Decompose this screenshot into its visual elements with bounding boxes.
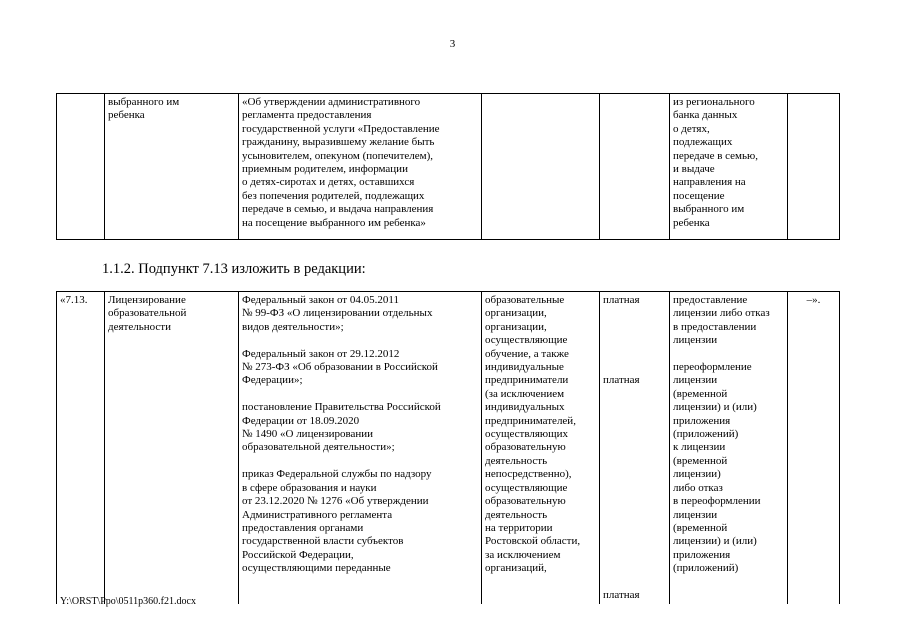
cell-legal-basis: «Об утверждении административного регламента предоставления государственной услуги «Предоставление гражданину, выразившему желание быть усыновителем, опекуном (попечителем), приемным родителем, информации о детях-сиротах и детях, оставшихся без попечения родителей, подлежащих передаче в семью, и выдача направления на посещение выбранного им ребенка» [239,94,482,240]
cell-payment [600,94,670,240]
subheading: 1.1.2. Подпункт 7.13 изложить в редакции: [102,261,366,277]
file-path-footer: Y:\ORST\Ppo\0511p360.f21.docx [60,596,196,607]
table-row [57,94,840,240]
cell-result: из регионального банка данных о детях, подлежащих передаче в семью, и выдаче направления на посещение выбранного им ребенка [670,94,788,240]
cell-service-name: Лицензирование образовательной деятельности [105,292,239,605]
cell-recipients: образовательные организации, организации, осуществляющие обучение, а также индивидуальные предприниматели (за исключением индивидуальных предпринимателей, осуществляющих образовательную деятельность непосредственно), осуществляющие образовательную деятельность на территории Ростовской области, за исключением организаций, [482,292,600,605]
cell-result: предоставление лицензии либо отказ в предоставлении лицензии переоформление лицензии (временной лицензии) и (или) приложения (приложений) к лицензии (временной лицензии) либо отказ в переоформлении лицензии (временной лицензии) и (или) приложения (приложений) [670,292,788,605]
cell-payment: платная платная платная [600,292,670,605]
cell-number [57,94,105,240]
continued-services-table [56,93,840,240]
cell-service-name: выбранного им ребенка [105,94,239,240]
cell-extra [788,94,840,240]
page-number: 3 [449,38,456,50]
cell-legal-basis: Федеральный закон от 04.05.2011 № 99-ФЗ «О лицензировании отдельных видов деятельности»; Федеральный закон от 29.12.2012 № 273-ФЗ «Об образовании в Российской Федерации»; постановление Правительства Российской Федерации от 18.09.2020 № 1490 «О лицензировании образовательной деятельности»; приказ Федеральной службы по надзору в сфере образования и науки от 23.12.2020 № 1276 «Об утверждении Административного регламента предоставления органами государственной власти субъектов Российской Федерации, осуществляющими переданные [239,292,482,605]
table-row [57,292,840,605]
service-7-13-table [56,291,840,604]
cell-recipients [482,94,600,240]
cell-closing: –». [788,292,840,605]
cell-number: «7.13. [57,292,105,605]
